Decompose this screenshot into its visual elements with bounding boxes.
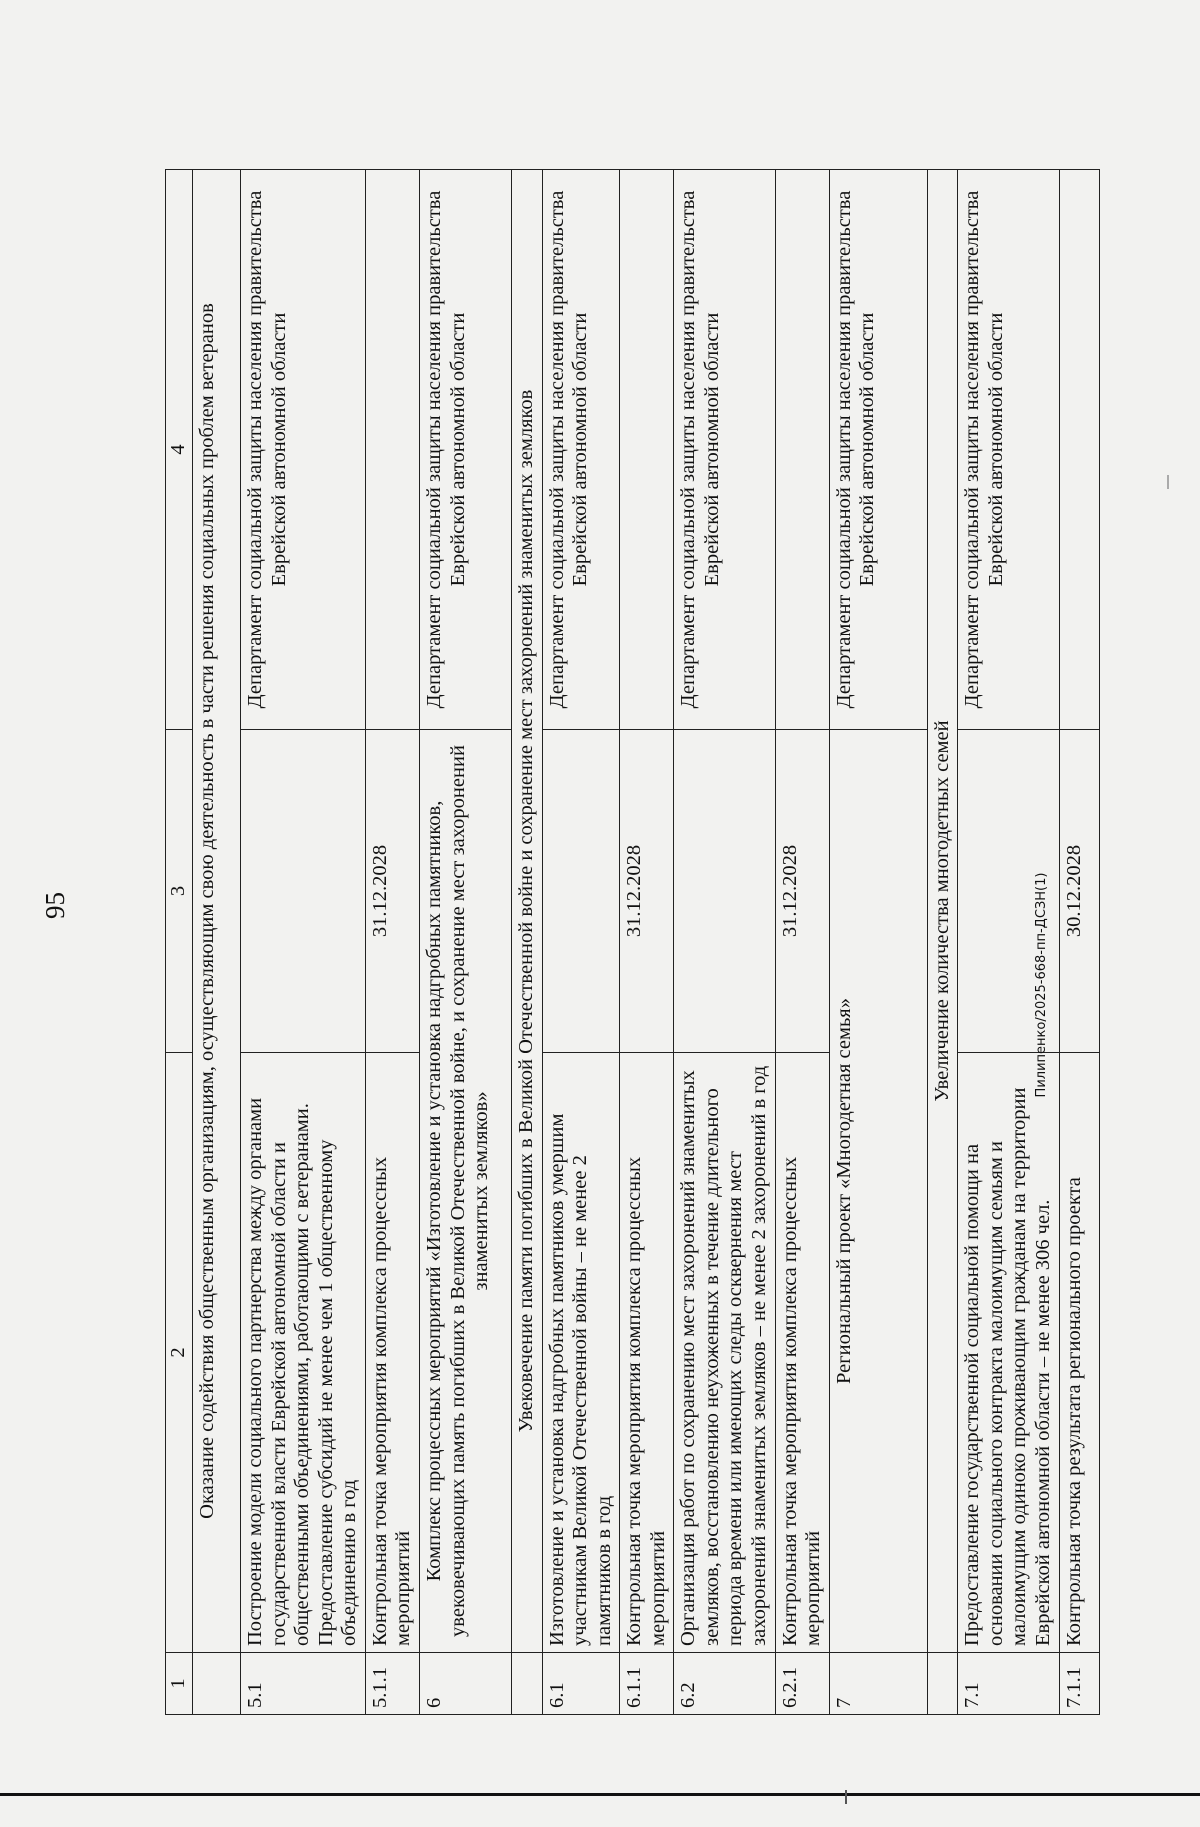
cell-responsible <box>365 170 419 730</box>
cell-responsible: Департамент социальной защиты населения правительства Еврейской автономной области <box>958 170 1059 730</box>
table-row <box>674 170 775 1715</box>
cell-responsible: Департамент социальной защиты населения правительства Еврейской автономной области <box>829 170 927 730</box>
table-row <box>542 170 620 1715</box>
cell-number: 6.2.1 <box>775 1653 829 1715</box>
cell-deadline <box>241 730 366 1053</box>
cell-description: Организация работ по сохранению мест захоронений знаменитых земляков, восстановлению неухоженных в течение длительного периода времени или имеющих следы осквернения мест захоронений знаменитых земляков – не менее 2 захоронений в год <box>674 1053 775 1653</box>
cell-number: 5.1 <box>241 1653 366 1715</box>
cell-responsible <box>620 170 674 730</box>
cell-number: 7.1 <box>958 1653 1059 1715</box>
table-header-row <box>166 170 193 1715</box>
table-row <box>419 170 511 1715</box>
cell-empty-num <box>193 1653 241 1715</box>
table-row <box>775 170 829 1715</box>
table-row <box>829 170 927 1715</box>
header-col-2: 2 <box>166 1053 193 1653</box>
cell-number: 5.1.1 <box>365 1653 419 1715</box>
table-row <box>365 170 419 1715</box>
cell-number: 7 <box>829 1653 927 1715</box>
table-body <box>166 170 1100 1715</box>
cell-deadline: 31.12.2028 <box>775 730 829 1053</box>
header-col-3: 3 <box>166 730 193 1053</box>
cell-responsible: Департамент социальной защиты населения правительства Еврейской автономной области <box>241 170 366 730</box>
cell-responsible <box>775 170 829 730</box>
cell-responsible <box>1059 170 1099 730</box>
cell-deadline: 30.12.2028 <box>1059 730 1099 1053</box>
plan-table <box>165 169 1100 1715</box>
rotated-table-wrapper <box>165 170 1155 1715</box>
bottom-tick-mark <box>845 1790 847 1804</box>
table-row <box>193 170 241 1715</box>
cell-number: 6.2 <box>674 1653 775 1715</box>
table-row <box>241 170 366 1715</box>
cell-deadline <box>674 730 775 1053</box>
cell-responsible: Департамент социальной защиты населения правительства Еврейской автономной области <box>674 170 775 730</box>
cell-description: Построение модели социального партнерства между органами государственной власти Еврейской автономной области и общественными объединениями, работающими с ветеранами. Предоставление субсидий не менее чем 1 общественному объединению в год <box>241 1053 366 1653</box>
cell-description: Изготовление и установка надгробных памятников умершим участникам Великой Отечественной войны – не менее 2 памятников в год <box>542 1053 620 1653</box>
cell-description: Контрольная точка мероприятия комплекса процессных мероприятий <box>775 1053 829 1653</box>
header-col-1: 1 <box>166 1653 193 1715</box>
table-row <box>927 170 958 1715</box>
cell-description: Предоставление государственной социальной помощи на основании социального контракта малоимущим семьям и малоимущим одиноко проживающим гражданам на территории Еврейской автономной области – не менее 306 чел. <box>958 1053 1059 1653</box>
cell-deadline: 31.12.2028 <box>365 730 419 1053</box>
cell-description: Контрольная точка результата регионального проекта <box>1059 1053 1099 1653</box>
cell-description: Контрольная точка мероприятия комплекса процессных мероприятий <box>365 1053 419 1653</box>
cell-description: Контрольная точка мероприятия комплекса процессных мероприятий <box>620 1053 674 1653</box>
page-number: 95 <box>40 892 70 919</box>
section-heading-cell: Увековечение памяти погибших в Великой Отечественной войне и сохранение мест захоронений знаменитых земляков <box>511 170 542 1653</box>
cell-deadline: 31.12.2028 <box>620 730 674 1053</box>
cell-complex-title: Комплекс процессных мероприятий «Изготовление и установка надгробных памятников, увековечивающих память погибших в Великой Отечественной войне, и сохранение мест захоронений знаменитых земляков» <box>419 730 511 1653</box>
table-row <box>620 170 674 1715</box>
table-row <box>1059 170 1099 1715</box>
cell-empty-num <box>927 1653 958 1715</box>
table-row <box>511 170 542 1715</box>
cell-number: 6.1 <box>542 1653 620 1715</box>
cell-deadline <box>542 730 620 1053</box>
cell-empty-num <box>511 1653 542 1715</box>
header-col-4: 4 <box>166 170 193 730</box>
bottom-rule <box>0 1793 1200 1796</box>
scan-mark <box>1167 475 1169 489</box>
section-heading-cell: Увеличение количества многодетных семей <box>927 170 958 1653</box>
cell-responsible: Департамент социальной защиты населения правительства Еврейской автономной области <box>542 170 620 730</box>
cell-number: 7.1.1 <box>1059 1653 1099 1715</box>
section-heading-cell: Оказание содействия общественным организациям, осуществляющим свою деятельность в части решения социальных проблем ветеранов <box>193 170 241 1653</box>
cell-responsible: Департамент социальной защиты населения правительства Еврейской автономной области <box>419 170 511 730</box>
cell-number: 6 <box>419 1653 511 1715</box>
cell-number: 6.1.1 <box>620 1653 674 1715</box>
cell-complex-title: Региональный проект «Многодетная семья» <box>829 730 927 1653</box>
footer-code: Пилипенко/2025-668-пп-ДСЗН(1) <box>1034 872 1049 1098</box>
